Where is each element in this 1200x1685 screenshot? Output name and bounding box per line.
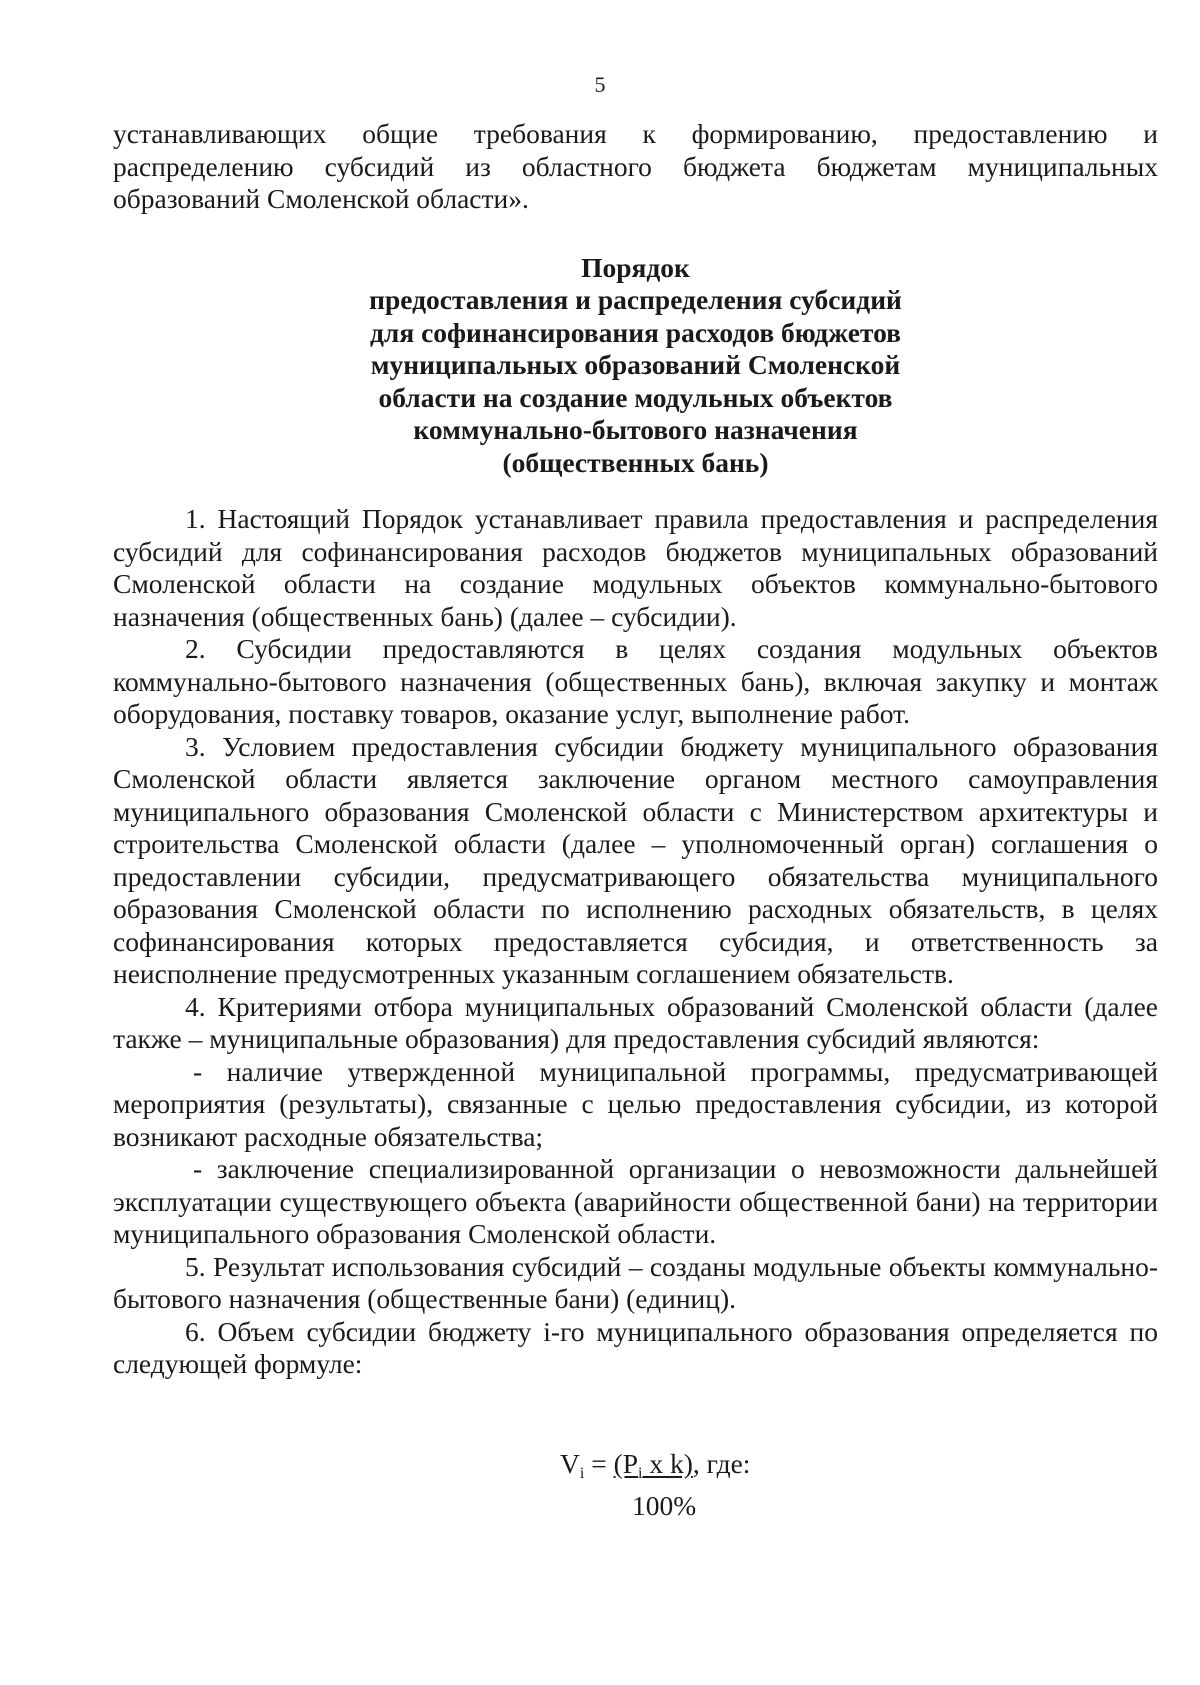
paragraph-6: 6. Объем субсидии бюджету i-го муниципального образования определяется по следующей формуле: bbox=[113, 1315, 1158, 1379]
heading-line: для софинансирования расходов бюджетов bbox=[369, 316, 901, 348]
heading-line: предоставления и распределения субсидий bbox=[369, 284, 902, 315]
intro-paragraph: устанавливающих общие требования к формированию, предоставлению и распределению субсидий из областного бюджета бюджетам муниципальных образований Смоленской области». bbox=[113, 118, 1158, 214]
paragraph-4: 4. Критериями отбора муниципальных образований Смоленской области (далее также – муниципальные образования) для предоставления субсидий являются: bbox=[113, 990, 1158, 1054]
criteria-item-2: - заключение специализированной организации о невозможности дальнейшей эксплуатации существующего объекта (аварийности общественной бани) на территории муниципального образования Смоленской области. bbox=[113, 1153, 1158, 1249]
formula-numerator-rest: x k) bbox=[642, 1448, 693, 1479]
formula-denominator: 100% bbox=[632, 1490, 697, 1521]
formula-lhs-subscript: i bbox=[579, 1465, 585, 1482]
heading-line: области на создание модульных объектов bbox=[378, 381, 893, 413]
heading-line: коммунально-бытового назначения bbox=[413, 414, 858, 445]
formula-equals: = bbox=[584, 1448, 614, 1479]
heading-line: Порядок bbox=[581, 251, 690, 283]
formula-suffix: , где: bbox=[692, 1448, 751, 1479]
subsidy-formula bbox=[560, 1448, 750, 1522]
formula-numerator-open: (P bbox=[613, 1448, 639, 1479]
paragraph-3: 3. Условием предоставления субсидии бюджету муниципального образования Смоленской области является заключение органом местного самоуправления муниципального образования Смоленской области с Министерством архитектуры и строительства Смоленской области (далее – уполномоченный орган) соглашения о предоставлении субсидии, предусматривающего обязательства муниципального образования Смоленской области по исполнению расходных обязательств, в целях софинансирования которых предоставляется субсидия, и ответственность за неисполнение предусмотренных указанным соглашением обязательств. bbox=[113, 730, 1158, 989]
paragraph-1: 1. Настоящий Порядок устанавливает правила предоставления и распределения субсидий для софинансирования расходов бюджетов муниципальных образований Смоленской области на создание модульных объектов коммунально-бытового назначения (общественных бань) (далее – субсидии). bbox=[113, 503, 1158, 632]
criteria-item-1: - наличие утвержденной муниципальной программы, предусматривающей мероприятия (результаты), связанные с целью предоставления субсидии, из которой возникают расходные обязательства; bbox=[113, 1055, 1158, 1152]
heading-line: (общественных бань) bbox=[502, 446, 769, 478]
paragraph-2: 2. Субсидии предоставляются в целях создания модульных объектов коммунально-бытового назначения (общественных бань), включая закупку и монтаж оборудования, поставку товаров, оказание услуг, выполнение работ. bbox=[113, 633, 1158, 729]
page-number: 5 bbox=[594, 72, 606, 97]
section-heading bbox=[113, 252, 1158, 480]
formula-lhs: V bbox=[560, 1448, 580, 1479]
paragraph-5: 5. Результат использования субсидий – созданы модульные объекты коммунально-бытового назначения (общественные бани) (единиц). bbox=[113, 1250, 1158, 1314]
document-body bbox=[113, 118, 1158, 1381]
heading-line: муниципальных образований Смоленской bbox=[370, 349, 901, 380]
formula-main-line bbox=[560, 1448, 750, 1490]
formula-numerator bbox=[613, 1448, 693, 1482]
formula-numerator-subscript: i bbox=[638, 1465, 643, 1482]
